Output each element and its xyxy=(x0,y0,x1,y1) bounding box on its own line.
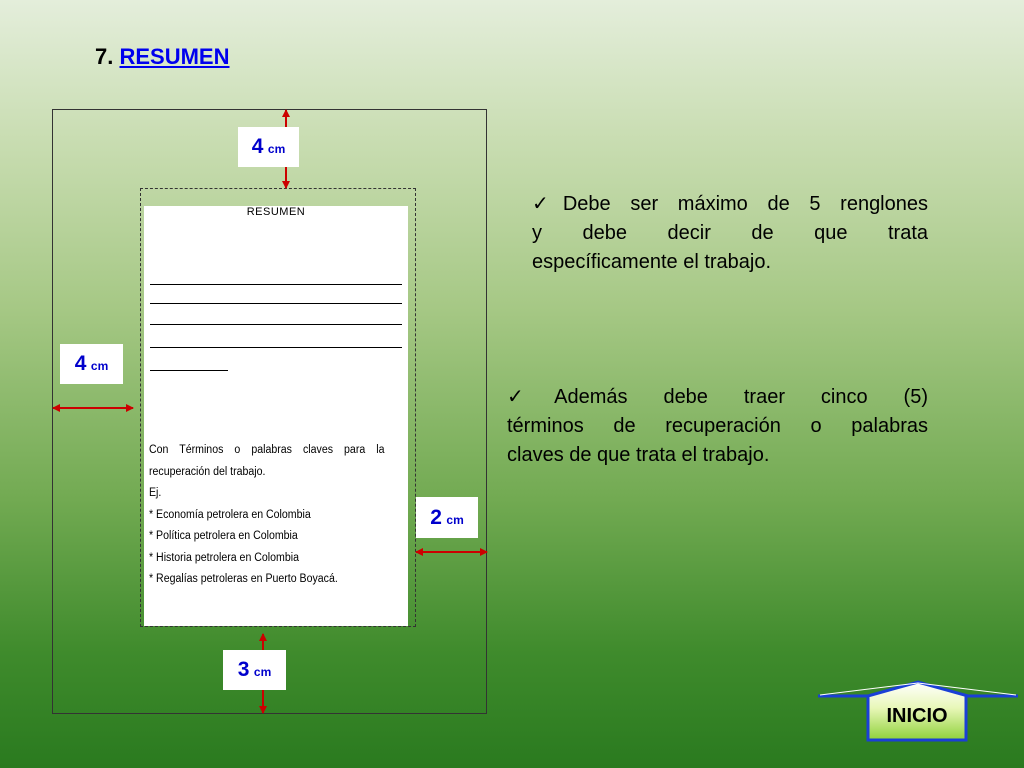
bullet-line: específicamente el trabajo. xyxy=(532,251,772,273)
bottom-margin-label xyxy=(223,650,286,690)
keywords-intro-line: recuperación del trabajo. xyxy=(149,465,266,478)
inicio-button-label[interactable]: INICIO xyxy=(886,705,948,727)
example-label: Ej. xyxy=(149,487,162,499)
right-margin-label xyxy=(416,497,478,538)
keywords-intro-line: Con Términos o palabras claves para la xyxy=(149,444,385,456)
example-item: * Historia petrolera en Colombia xyxy=(149,551,299,564)
left-margin-unit: cm xyxy=(90,359,109,373)
bullet-max-lines xyxy=(532,190,928,277)
sample-page-title: RESUMEN xyxy=(246,206,306,218)
title-number: 7. xyxy=(95,44,114,69)
bullet-line: ✓Debe ser máximo de 5 renglones xyxy=(532,193,928,215)
example-item: * Economía petrolera en Colombia xyxy=(149,508,311,521)
right-margin-unit: cm xyxy=(446,513,464,527)
bullet-line: ✓Además debe traer cinco (5) xyxy=(507,386,928,408)
bullet-line: claves de que trata el trabajo. xyxy=(507,444,770,466)
title-link[interactable]: RESUMEN xyxy=(119,44,230,69)
bottom-margin-unit: cm xyxy=(253,665,272,679)
bullet-keywords xyxy=(507,383,928,470)
bullet-line: términos de recuperación o palabras xyxy=(507,415,928,437)
top-margin-value: 4 xyxy=(251,135,264,158)
top-margin-unit: cm xyxy=(267,142,286,156)
bullet-line: y debe decir de que trata xyxy=(532,222,928,244)
top-margin-label xyxy=(238,127,299,167)
left-margin-label xyxy=(60,344,123,384)
left-margin-value: 4 xyxy=(74,352,87,375)
example-item: * Regalías petroleras en Puerto Boyacá. xyxy=(149,573,338,585)
bottom-margin-value: 3 xyxy=(237,658,250,681)
right-margin-value: 2 xyxy=(430,506,442,529)
example-item: * Política petrolera en Colombia xyxy=(149,530,298,542)
